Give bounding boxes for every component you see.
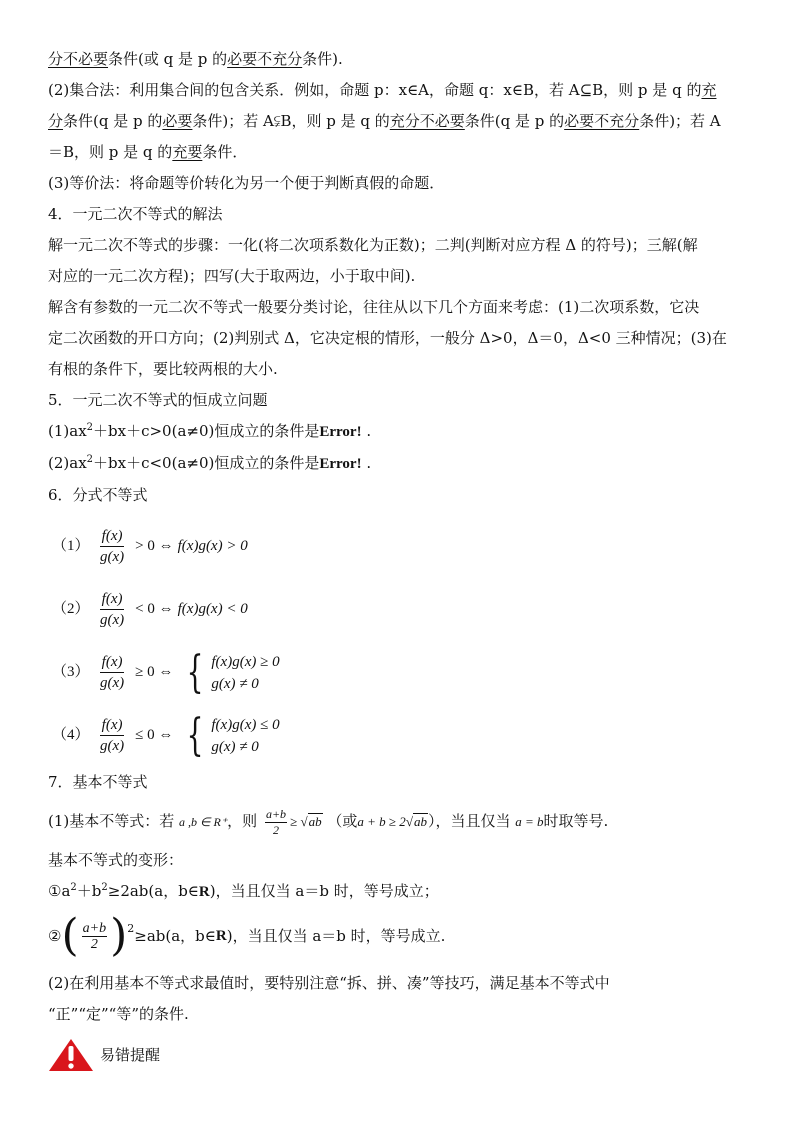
variant-1 — [48, 876, 748, 908]
text: ≥2ab(a，b∈ — [107, 882, 199, 900]
item-number: （2） — [52, 601, 90, 617]
left-brace: { — [186, 646, 204, 698]
relation: ≤ 0 ⇔ — [135, 727, 174, 743]
line-9: 解含有参数的一元二次不等式一般要分类讨论，往往从以下几个方面来考虑：(1)二次项系数，它决 — [48, 298, 700, 316]
warning-label: 易错提醒 — [100, 1045, 161, 1064]
section-heading-5: 5．一元二次不等式的恒成立问题 — [48, 391, 268, 409]
fraction — [98, 715, 126, 756]
line-14 — [48, 448, 748, 480]
underlined-term: 分 — [48, 112, 64, 130]
sqrt-symbol: √ — [405, 814, 413, 829]
section-heading-4: 4．一元二次不等式的解法 — [48, 205, 223, 223]
line-11: 有根的条件下，要比较两根的大小. — [48, 360, 278, 378]
text: (1)ax — [48, 422, 87, 440]
text: )，当且仅当 a＝b 时，等号成立. — [226, 927, 446, 945]
line-8: 对应的一元二次方程)；四写(大于取两边，小于取中间). — [48, 267, 416, 285]
text: 条件). — [302, 50, 343, 68]
condition-expr: a ,b ∈ R⁺ — [179, 815, 228, 829]
fraction — [82, 921, 107, 952]
underlined-term: 分不必要 — [48, 50, 109, 68]
alt-expr — [357, 813, 428, 829]
line-5: (3)等价法：将命题等价转化为另一个便于判断真假的命题． — [48, 174, 445, 192]
radicand: ab — [413, 814, 427, 829]
text: ），当且仅当 — [427, 812, 511, 830]
section-heading-6: 6．分式不等式 — [48, 486, 148, 504]
text: 条件)；若 A — [192, 112, 274, 130]
fraction-inequality-2 — [48, 578, 748, 641]
expr: a + b ≥ 2 — [357, 814, 406, 829]
underlined-term: 必要 — [162, 112, 193, 130]
condition: f(x)g(x) ≥ 0 — [211, 653, 280, 670]
fraction-inequality-1 — [48, 515, 748, 578]
text: ＋b — [76, 882, 102, 900]
condition: f(x)g(x) ≤ 0 — [211, 716, 280, 733]
text: 条件)；若 A — [639, 112, 721, 130]
fraction-inequality-3 — [48, 641, 748, 704]
underlined-term: 充 — [701, 81, 717, 99]
document-page — [48, 44, 748, 1072]
equality-expr: a = b — [515, 814, 544, 829]
sqrt-symbol: √ — [300, 814, 308, 829]
text: ①a — [48, 882, 71, 900]
equivalent-expr: f(x)g(x) < 0 — [177, 601, 248, 617]
condition-system — [211, 651, 279, 695]
superscript: 2 — [127, 922, 135, 935]
text: B，则 p 是 q 的 — [280, 112, 390, 130]
line-7: 解一元二次不等式的步骤：一化(将二次项系数化为正数)；二判(判断对应方程 Δ 的符号)；三解(解 — [48, 236, 698, 254]
numerator: f(x) — [100, 589, 125, 610]
text: (2)集合法：利用集合间的包含关系．例如，命题 p：x∈A，命题 q：x∈B，若 A⊆B，则 p 是 q 的 — [48, 81, 702, 99]
basic-inequality-line — [48, 798, 748, 845]
text: )，当且仅当 a＝b 时，等号成立； — [209, 882, 439, 900]
section-heading-7: 7．基本不等式 — [48, 773, 148, 791]
text: ＝B，则 p 是 q 的 — [48, 143, 173, 161]
item-number: （1） — [52, 538, 90, 554]
condition: g(x) ≠ 0 — [211, 738, 259, 755]
error-text: Error! — [319, 456, 362, 472]
numerator: f(x) — [100, 715, 125, 736]
proper-subset-symbol: ⫋ — [273, 112, 281, 130]
text: 条件(q 是 p 的 — [63, 112, 163, 130]
left-brace: { — [186, 709, 204, 761]
denominator: g(x) — [100, 738, 125, 754]
denominator: g(x) — [100, 549, 125, 565]
numerator: f(x) — [100, 526, 125, 547]
text: （或 — [327, 812, 358, 830]
warning-icon — [48, 1038, 94, 1072]
variant-heading: 基本不等式的变形： — [48, 851, 184, 869]
denominator: 2 — [90, 936, 98, 952]
real-set: R — [198, 884, 210, 900]
variant-2 — [48, 908, 748, 964]
relation: ≥ 0 ⇔ — [135, 664, 174, 680]
text: 条件(q 是 p 的 — [464, 112, 565, 130]
radicand: ab — [308, 814, 322, 829]
item-number: （3） — [52, 664, 90, 680]
line-last-1: (2)在利用基本不等式求最值时，要特别注意“拆、拼、凑”等技巧，满足基本不等式中 — [48, 974, 610, 992]
line-10: 定二次函数的开口方向；(2)判别式 Δ，它决定根的情形，一般分 Δ>0，Δ＝0，Δ<0 三种情况；(3)在 — [48, 329, 727, 347]
relation: ≥ — [290, 814, 298, 829]
fraction — [265, 807, 287, 838]
superscript: 2 — [86, 422, 94, 433]
underlined-term: 充分不必要 — [389, 112, 465, 130]
underlined-term: 必要不充分 — [564, 112, 640, 130]
text: 时取等号. — [543, 812, 609, 830]
equivalent-expr: f(x)g(x) > 0 — [177, 538, 248, 554]
denominator: 2 — [273, 822, 279, 837]
superscript: 2 — [86, 454, 94, 465]
fraction — [98, 526, 126, 567]
text: ② — [48, 927, 62, 945]
relation: > 0 ⇔ — [135, 538, 174, 554]
item-number: （4） — [52, 727, 90, 743]
squared-fraction — [61, 910, 135, 961]
line-last-2: “正”“定”“等”的条件. — [48, 1005, 189, 1023]
text: ≥ab(a，b∈ — [134, 927, 216, 945]
text: ＋bx＋c<0(a≠0)恒成立的条件是 — [93, 454, 320, 472]
line-4 — [48, 137, 748, 168]
line-3 — [48, 106, 748, 137]
paren: ( — [61, 910, 79, 961]
numerator: a+b — [265, 806, 287, 821]
text: . — [361, 422, 372, 440]
text: ，则 — [227, 812, 258, 830]
sqrt-expr — [290, 813, 323, 829]
underlined-term: 充要 — [172, 143, 203, 161]
text: (1)基本不等式：若 — [48, 812, 175, 830]
superscript: 2 — [101, 882, 108, 893]
superscript: 2 — [70, 882, 77, 893]
text: 条件(或 q 是 p 的 — [108, 50, 228, 68]
relation: < 0 ⇔ — [135, 601, 174, 617]
denominator: g(x) — [100, 675, 125, 691]
text: . — [361, 454, 372, 472]
real-set: R — [215, 928, 227, 944]
fraction-inequality-4 — [48, 704, 748, 767]
text: (2)ax — [48, 454, 87, 472]
numerator: f(x) — [100, 652, 125, 673]
line-13 — [48, 416, 748, 448]
paren: ) — [110, 910, 128, 961]
line-1 — [48, 44, 748, 75]
text: 条件． — [202, 143, 248, 161]
warning-callout — [48, 1038, 748, 1072]
line-2 — [48, 75, 748, 106]
error-text: Error! — [319, 424, 362, 440]
condition: g(x) ≠ 0 — [211, 675, 259, 692]
denominator: g(x) — [100, 612, 125, 628]
numerator: a+b — [82, 920, 107, 936]
text: ＋bx＋c>0(a≠0)恒成立的条件是 — [93, 422, 320, 440]
fraction — [98, 589, 126, 630]
underlined-term: 必要不充分 — [227, 50, 303, 68]
condition-system — [211, 714, 279, 758]
fraction — [98, 652, 126, 693]
